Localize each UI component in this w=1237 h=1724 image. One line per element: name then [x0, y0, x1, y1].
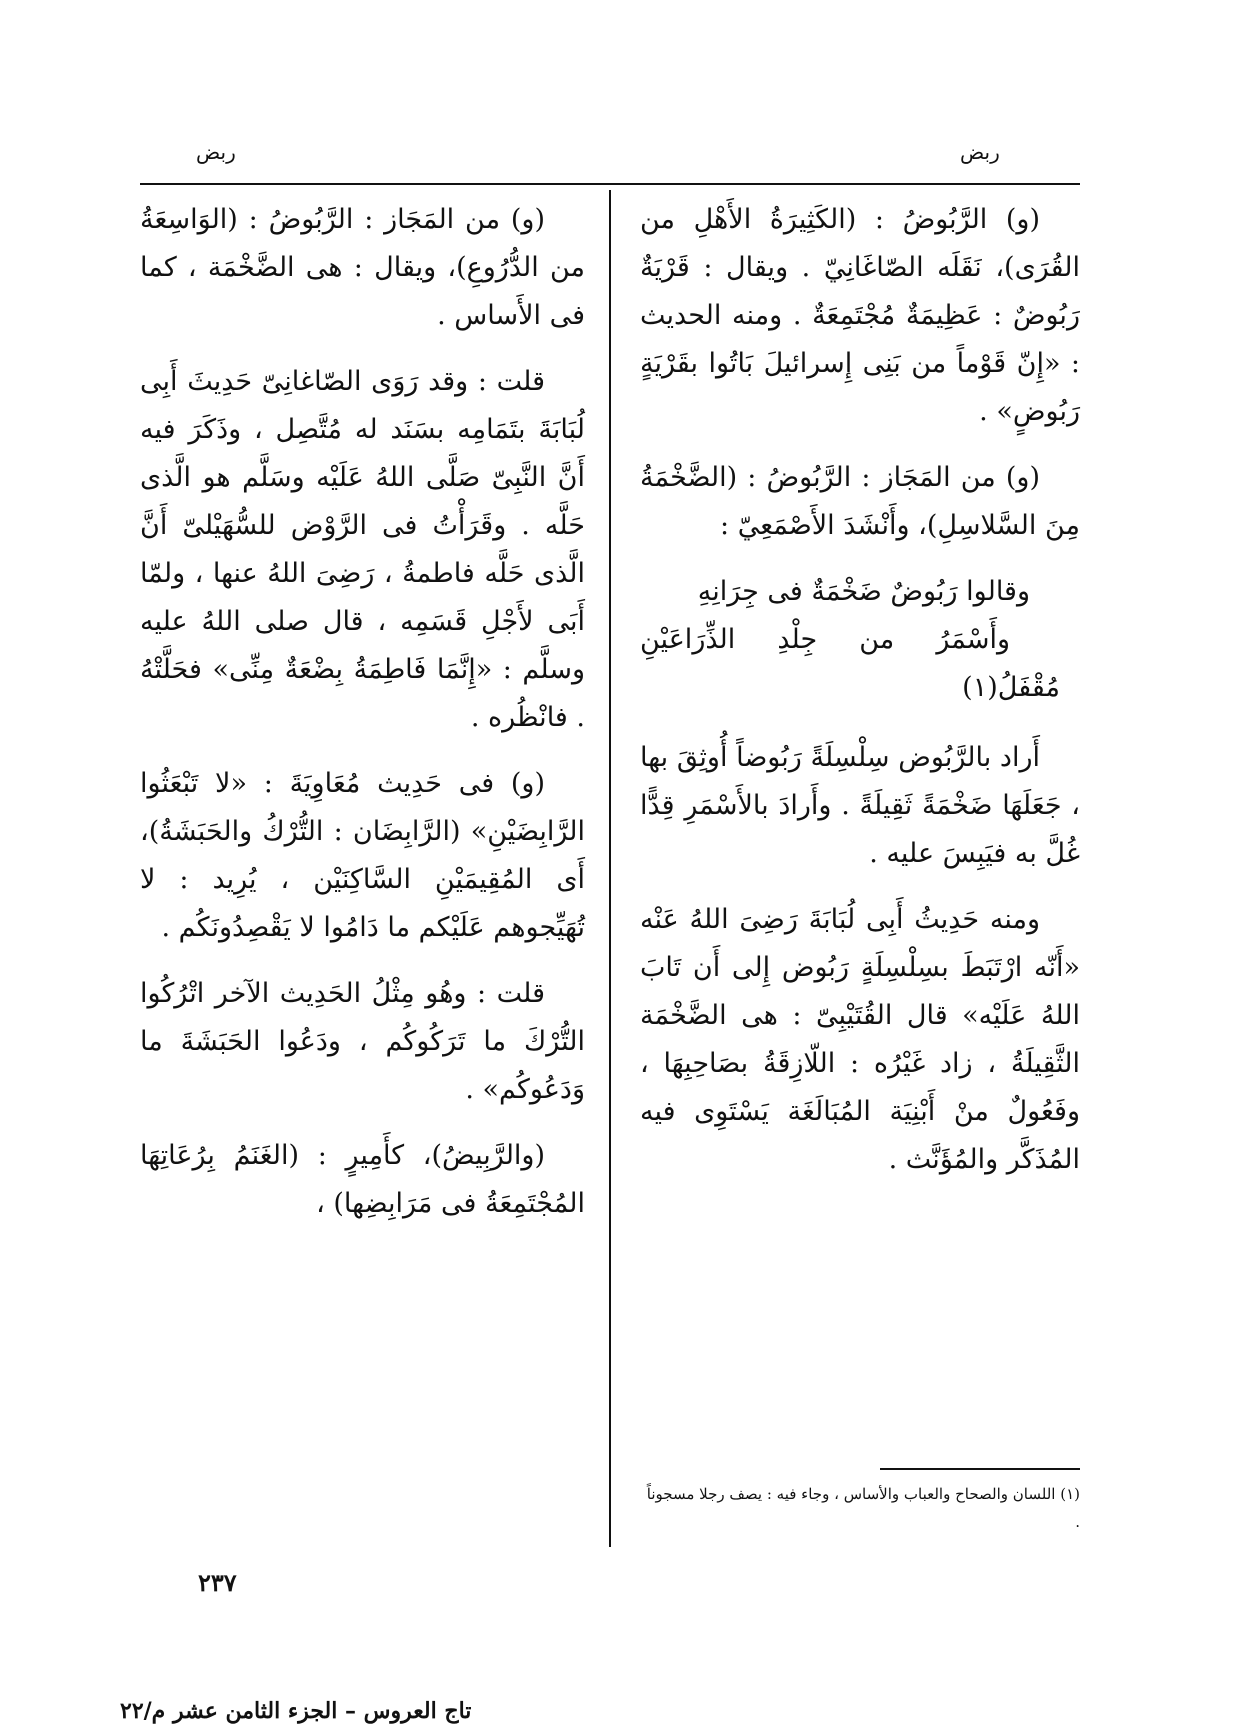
right-column [640, 196, 1080, 1202]
footnote: (١) اللسان والصحاح والعباب والأساس ، وجاء فيه : يصف رجلا مسجوناً . [646, 1485, 1080, 1531]
left-paragraph-3: (و) فى حَدِيث مُعَاوِيَةَ : «لا تَبْعَثُوا الرَّابِضَيْنِ» (الرَّابِضَان : التُّرْكُ والحَبَشَةُ)، أَى المُقِيمَيْنِ السَّاكِنَيْن ، يُرِيد : لا تُهَيِّجوهم عَلَيْكم ما دَامُوا لا يَقْصِدُونَكُم . [140, 768, 585, 943]
footnote-rule [880, 1468, 1080, 1470]
right-paragraph-1: (و) الرَّبُوضُ : (الكَثِيرَةُ الأَهْلِ من القُرَى)، نَقَلَه الصّاغَانِيّ . ويقال : قَرْيَةٌ رَبُوضٌ : عَظِيمَةٌ مُجْتَمِعَةٌ . ومنه الحديث : «إِنّ قَوْماً من بَنِى إِسرائيلَ بَاتُوا بقَرْيَةٍ رَبُوضٍ» . [640, 204, 1080, 427]
verse [640, 568, 1080, 712]
right-paragraph-2: (و) من المَجَاز : الرَّبُوضُ : (الضَّخْمَةُ مِنَ السَّلاسِلِ)، وأَنْشَدَ الأَصْمَعِيّ : [640, 462, 1080, 541]
left-paragraph-2: قلت : وقد رَوَى الصّاغانِىّ حَدِيثَ أَبِى لُبَابَةَ بتَمَامِه بسَنَد له مُتَّصِل ، وذَكَرَ فيه أَنَّ النَّبِىّ صَلَّى اللهُ عَلَيْه وسَلَّم هو الَّذى حَلَّه . وقَرَأْتُ فى الرَّوْض للسُّهَيْلىّ أَنَّ الَّذى حَلَّه فاطمةُ ، رَضِىَ اللهُ عنها ، ولمّا أَبَى لأَجْلِ قَسَمِه ، قال صلى اللهُ عليه وسلَّم : «إِنَّمَا فَاطِمَةُ بِضْعَةٌ مِنِّى» فحَلَّتْهُ . فانْظُره . [140, 366, 585, 733]
header-word-left: ربض [196, 140, 236, 164]
header-rule [140, 183, 1080, 185]
right-paragraph-4: ومنه حَدِيثُ أَبِى لُبَابَةَ رَضِىَ اللهُ عَنْه «أَنّه ارْتَبَطَ بسِلْسِلَةٍ رَبُوض إِلى أَن تَابَ اللهُ عَلَيْه» قال القُتَيْبِىّ : هى الضَّخْمَة الثَّقِيلَةُ ، زاد غَيْرُه : اللّازِقَةُ بصَاحِبِهَا ، وفَعُولٌ منْ أَبْنِيَة المُبَالَغَة يَسْتَوِى فيه المُذَكَّر والمُؤَنَّث . [640, 904, 1080, 1175]
left-paragraph-4: قلت : وهُو مِثْلُ الحَدِيث الآخر اتْرُكُوا التُّرْكَ ما تَرَكُوكُم ، ودَعُوا الحَبَشَةَ ما وَدَعُوكُم» . [140, 978, 585, 1105]
verse-line-2: وأَسْمَرُ من جِلْدِ الذِّرَاعَيْنِ مُقْفَلُ(١) [640, 624, 1060, 703]
left-column [140, 196, 585, 1246]
column-divider [609, 190, 611, 1547]
page-number: ٢٣٧ [198, 1568, 237, 1597]
book-signature-line: تاج العروس – الجزء الثامن عشر م/٢٢ [120, 1698, 472, 1724]
verse-line-1: وقالوا رَبُوضٌ ضَخْمَةٌ فى جِرَانِهِ [697, 576, 1030, 607]
left-paragraph-5: (والرَّبِيضُ)، كأَمِيرٍ : (الغَنَمُ بِرُعَاتِهَا المُجْتَمِعَةُ فى مَرَابِضِها) ، [140, 1140, 585, 1219]
header-word-right: ربض [960, 140, 1000, 164]
right-paragraph-3: أَراد بالرَّبُوض سِلْسِلَةً رَبُوضاً أُوثِقَ بها ، جَعَلَهَا ضَخْمَةً ثَقِيلَةً . وأَرادَ بالأَسْمَرِ قِدًّا غُلَّ به فيَبِسَ عليه . [640, 742, 1080, 869]
left-paragraph-1: (و) من المَجَاز : الرَّبُوضُ : (الوَاسِعَةُ من الدُّرُوعِ)، ويقال : هى الضَّخْمَة ، كما فى الأَساس . [140, 204, 585, 331]
